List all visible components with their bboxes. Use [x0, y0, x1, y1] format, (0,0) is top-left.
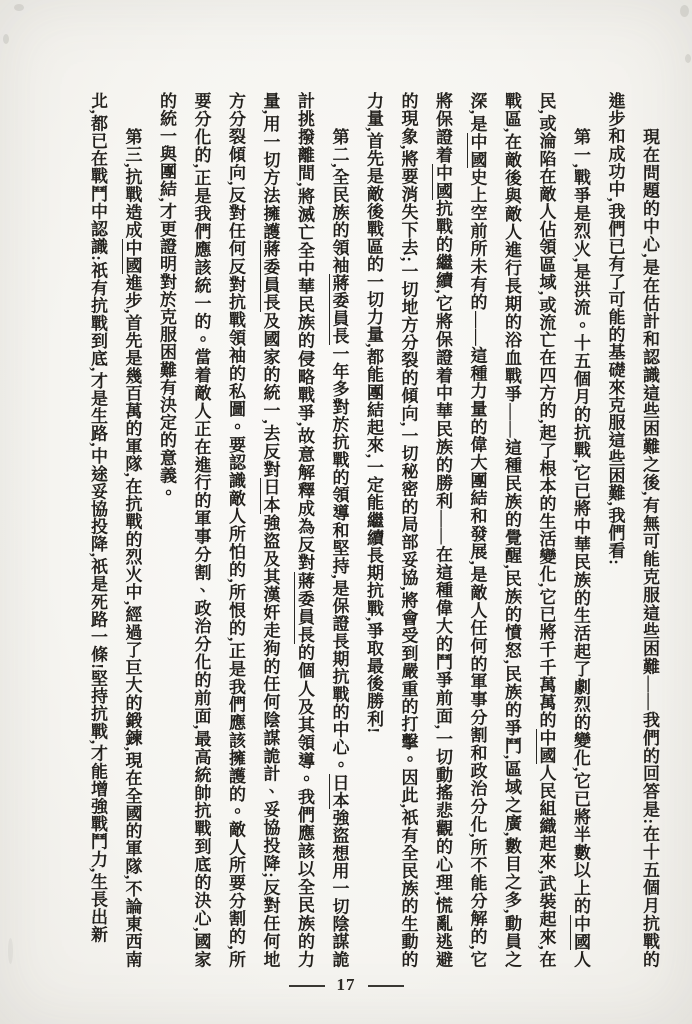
text-run: 抗戰的繼續,它將保證着中華民族的勝利——在這種偉大的鬥爭前面,一切動搖悲觀的心理,慌亂逃避的現象,將要消失下去;一切地方分裂的傾向,一切秘密的局部妥協,將會受到嚴重的打擊。因此,祇有全民族的生動的力量,首先是敵後戰區的一切力量,都能團結起來,一定能繼續長期抗戰,爭取最後勝利! [364, 92, 452, 969]
page-footer [0, 976, 692, 996]
document-body [66, 92, 666, 968]
text-run: 及國家的統一,去反對 [260, 312, 280, 479]
footer-dash-left [289, 985, 325, 987]
footer-dash-right [368, 985, 404, 987]
text-run: 第一,戰爭是烈火,是洪流。十五個月的抗戰,它已將中華民族的生活起了劇烈的變化,它已將半數以上的 [571, 128, 590, 915]
proper-noun-marked-text: 中國 [122, 238, 142, 274]
text-run: 現在問題的中心,是在估計和認識這些困難之後,有無可能克服這些困難——我們的回答是:在十五個月抗戰的進步和成功中,我們已有了可能的基礎來克服這些困難,我們看: [605, 92, 659, 968]
scan-artifact [685, 54, 691, 63]
paragraph [356, 92, 598, 968]
scan-artifact [3, 34, 9, 44]
page-number: 17 [336, 975, 356, 994]
text-run: 一年多對於抗戰的領導和堅持,是保證長期抗戰的中心。 [329, 344, 349, 774]
paragraph [80, 92, 149, 968]
text-run: 人民,或淪陷在敵人佔領區域,或流亡在四方的,起了根本的生活變化,它已將千千萬萬的 [536, 92, 590, 969]
scan-artifact [14, 4, 24, 11]
proper-noun-marked-text: 日本 [260, 478, 280, 515]
text-run: 強盜及其漢奸走狗的任何陰謀詭計、妥協投降;反對任何地方分裂傾向,反對任何反對抗戰領袖的私圖。要認識敵人所怕的,所恨的,正是我們應該擁護的。敵人所要分割的,所要分化的,正是我們應該統一的。當着敵人正在進行的軍事分割、政治分化的前面,最高統帥抗戰到底的決心,國家的統一與團結,才更證明對於克服困難有決定的意義。 [157, 92, 280, 968]
scan-artifact [680, 5, 689, 17]
proper-noun-marked-text: 蔣委員長 [329, 274, 349, 345]
text-run: 強盜想用一切陰謀詭計挑撥離間,將滅亡全中華民族的侵略戰爭,故意解釋成為反對 [295, 92, 349, 969]
proper-noun-marked-text: 日本 [329, 773, 349, 810]
text-run: 第二,全民族的領袖 [329, 128, 349, 275]
proper-noun-marked-text: 中國 [571, 914, 590, 951]
proper-noun-marked-text: 蔣委員長 [260, 240, 280, 313]
paragraph [597, 92, 666, 968]
paragraph [149, 92, 356, 968]
text-run: 人民組織起來,武裝起來,在戰區,在敵後與敵人進行長期的浴血戰爭——這種民族的覺醒,民族的憤怒,民族的爭鬥,區域之廣,數目之多,動員之深,是 [467, 92, 556, 968]
proper-noun-marked-text: 中國 [536, 728, 556, 765]
text-run: 第三,抗戰造成 [122, 128, 142, 239]
text-run: 進步,首先是幾百萬的軍隊,在抗戰的烈火中,經過了巨大的鍛鍊,現在全國的軍隊,不論東西南北,都已在戰鬥中認識:祇有抗戰到底,才是生路,中途妥協投降,祇是死路一條!堅持抗戰,才能增強戰鬥力,生長出新 [88, 92, 142, 969]
proper-noun-marked-text: 中國 [467, 132, 487, 169]
proper-noun-marked-text: 蔣委員長 [295, 571, 314, 644]
proper-noun-marked-text: 中國 [433, 163, 452, 200]
text-run: 史上空前所未有的——這種力量的偉大團結和發展,是敵人任何的軍事分割和政治分化,所不能分解的,它將保證着 [433, 92, 487, 968]
scan-artifact [8, 938, 13, 964]
text-run: 的個人及其領導。我們應該以全民族的力量,用一切方法擁護 [260, 92, 314, 968]
